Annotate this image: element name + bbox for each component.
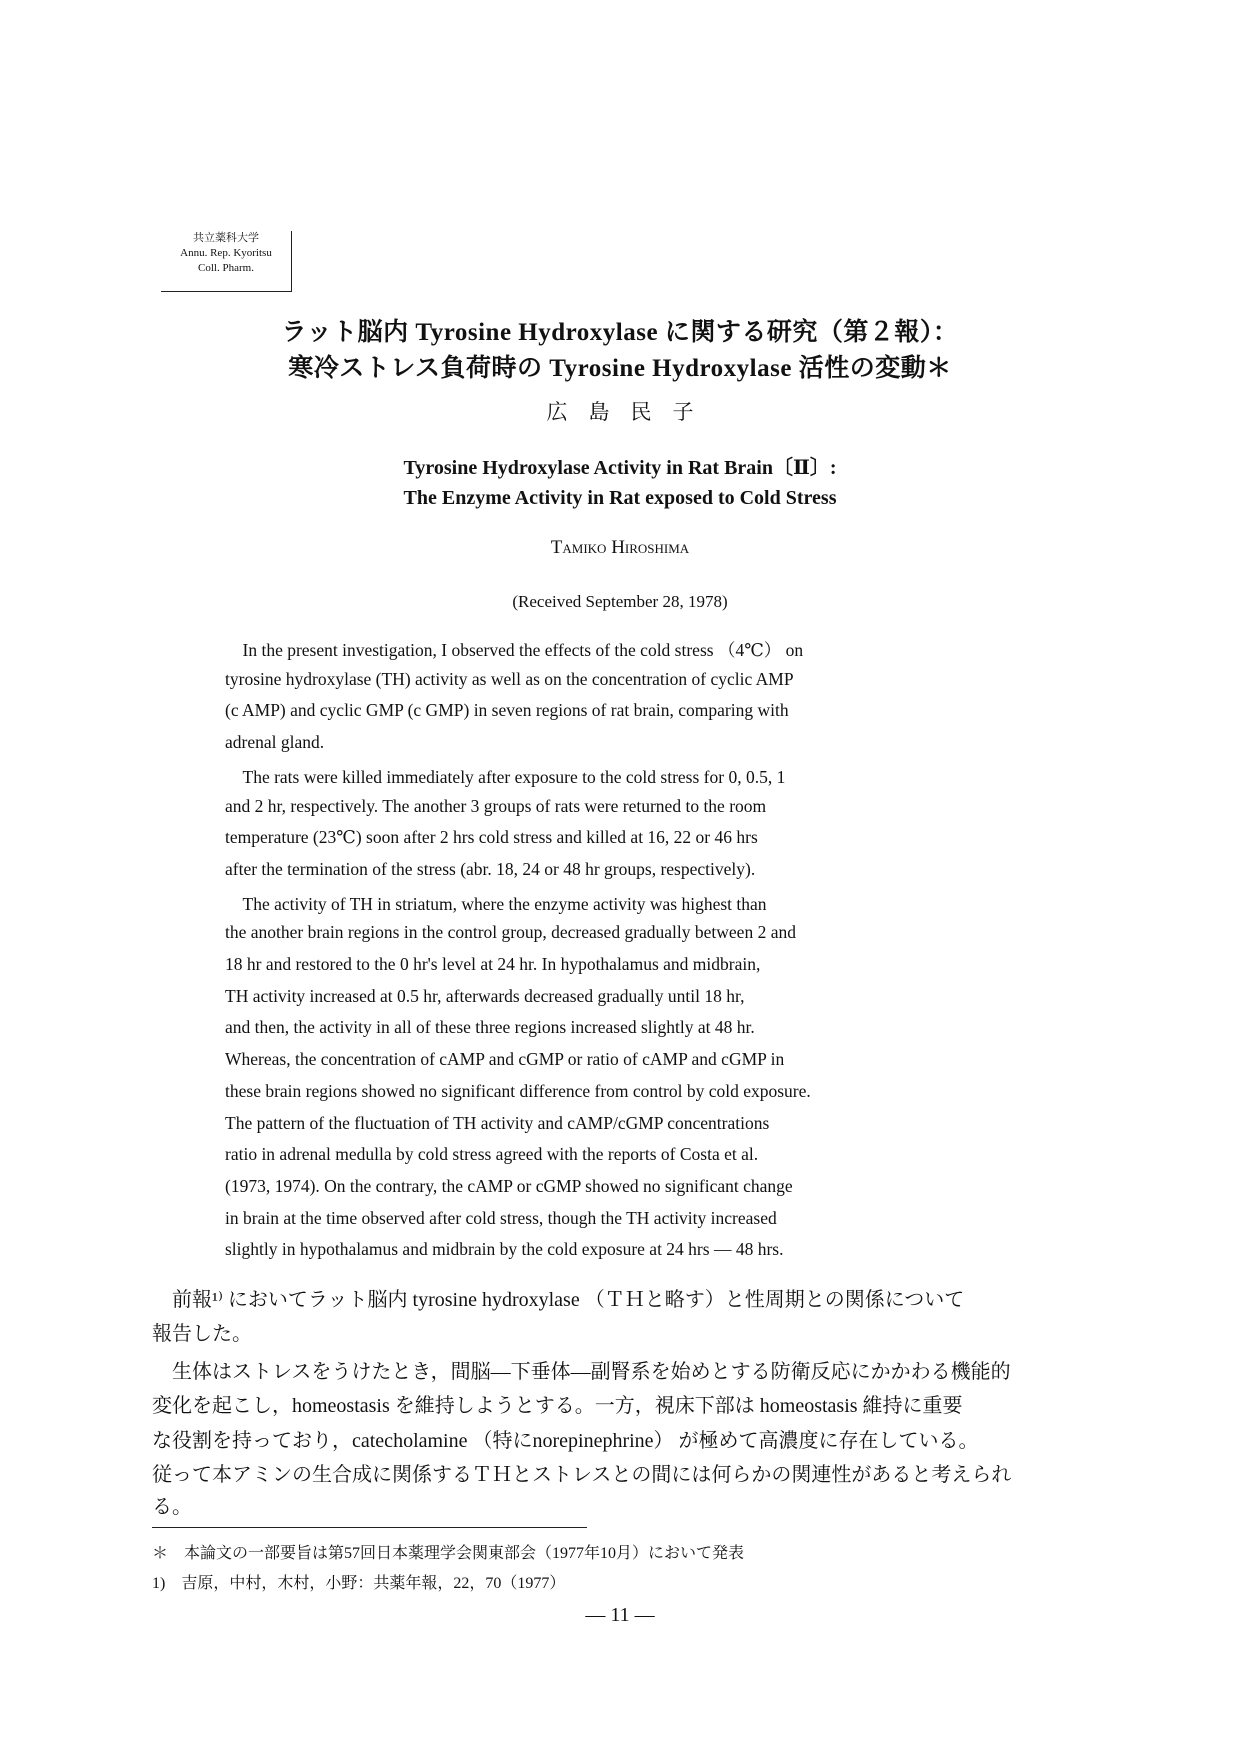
journal-stamp xyxy=(161,231,292,292)
body-line: 変化を起こし，homeostasis を維持しようとする。一方，視床下部は homeostasis 維持に重要 xyxy=(152,1395,963,1417)
abstract-line: In the present investigation, I observed the effects of the cold stress （4℃） on xyxy=(225,640,804,660)
stamp-line: Annu. Rep. Kyoritsu xyxy=(180,247,272,259)
en-title-line: The Enzyme Activity in Rat exposed to Cold Stress xyxy=(403,487,837,509)
abstract-line: ratio in adrenal medulla by cold stress agreed with the reports of Costa et al. xyxy=(225,1144,759,1165)
abstract-line: The pattern of the fluctuation of TH activity and cAMP/cGMP concentrations xyxy=(225,1112,770,1133)
abstract-line: these brain regions showed no significant difference from control by cold exposure. xyxy=(225,1080,811,1101)
abstract-line: temperature (23℃) soon after 2 hrs cold stress and killed at 16, 22 or 46 hrs xyxy=(225,827,758,848)
footnote: ＊ 本論文の一部要旨は第57回日本薬理学会関東部会（1977年10月）において発表 xyxy=(152,1545,745,1562)
jp-title-line: ラット脳内 Tyrosine Hydroxylase に関する研究（第２報）： xyxy=(281,319,959,346)
abstract-line: The activity of TH in striatum, where the enzyme activity was highest than xyxy=(225,893,767,914)
abstract-line: the another brain regions in the control group, decreased gradually between 2 and xyxy=(225,922,796,943)
abstract-line: Whereas, the concentration of cAMP and cGMP or ratio of cAMP and cGMP in xyxy=(225,1049,785,1070)
body-line: な役割を持っており，catecholamine （特にnorepinephrine） が極めて高濃度に存在している。 xyxy=(152,1430,979,1452)
footnote: 1) 吉原，中村，木村，小野：共薬年報，22，70（1977） xyxy=(152,1575,566,1592)
abstract-line: and 2 hr, respectively. The another 3 groups of rats were returned to the room xyxy=(225,795,767,816)
body-line: 前報¹⁾ においてラット脳内 tyrosine hydroxylase （ＴＨと略す）と性周期との関係について xyxy=(152,1289,965,1311)
abstract-line: TH activity increased at 0.5 hr, afterwards decreased gradually until 18 hr, xyxy=(225,985,745,1006)
abstract-line: in brain at the time observed after cold stress, though the TH activity increased xyxy=(225,1207,777,1228)
stamp-line: Coll. Pharm. xyxy=(198,262,254,274)
jp-author: 広 島 民 子 xyxy=(546,400,694,424)
received-date: (Received September 28, 1978) xyxy=(512,592,728,611)
en-title-line: Tyrosine Hydroxylase Activity in Rat Brain〔Ⅱ〕: xyxy=(403,457,837,479)
body-line: 報告した。 xyxy=(152,1323,252,1345)
stamp-line: 共立薬科大学 xyxy=(193,232,259,244)
abstract-line: after the termination of the stress (abr. 18, 24 or 48 hr groups, respectively). xyxy=(225,858,756,879)
en-author: Tamiko Hiroshima xyxy=(550,537,690,558)
abstract-line: and then, the activity in all of these three regions increased slightly at 48 hr. xyxy=(225,1017,755,1038)
abstract-line: The rats were killed immediately after exposure to the cold stress for 0, 0.5, 1 xyxy=(225,766,786,787)
abstract-line: tyrosine hydroxylase (TH) activity as well as on the concentration of cyclic AMP xyxy=(225,668,794,689)
body-line: 従って本アミンの生合成に関係するＴＨとストレスとの間には何らかの関連性があると考えられ xyxy=(152,1464,1012,1486)
jp-title-line: 寒冷ストレス負荷時の Tyrosine Hydroxylase 活性の変動＊ xyxy=(288,355,952,382)
abstract-line: slightly in hypothalamus and midbrain by the cold exposure at 24 hrs — 48 hrs. xyxy=(225,1239,784,1260)
abstract-line: 18 hr and restored to the 0 hr's level at 24 hr. In hypothalamus and midbrain, xyxy=(225,954,761,974)
body-line: 生体はストレスをうけたとき，間脳―下垂体―副腎系を始めとする防衛反応にかかわる機能的 xyxy=(152,1361,1011,1383)
abstract-line: adrenal gland. xyxy=(225,732,325,753)
page-number: — 11 — xyxy=(585,1604,655,1626)
footnote-rule xyxy=(152,1527,587,1528)
abstract-line: (1973, 1974). On the contrary, the cAMP or cGMP showed no significant change xyxy=(225,1175,793,1196)
body-line: る。 xyxy=(152,1496,192,1518)
abstract-line: (c AMP) and cyclic GMP (c GMP) in seven regions of rat brain, comparing with xyxy=(225,700,789,721)
